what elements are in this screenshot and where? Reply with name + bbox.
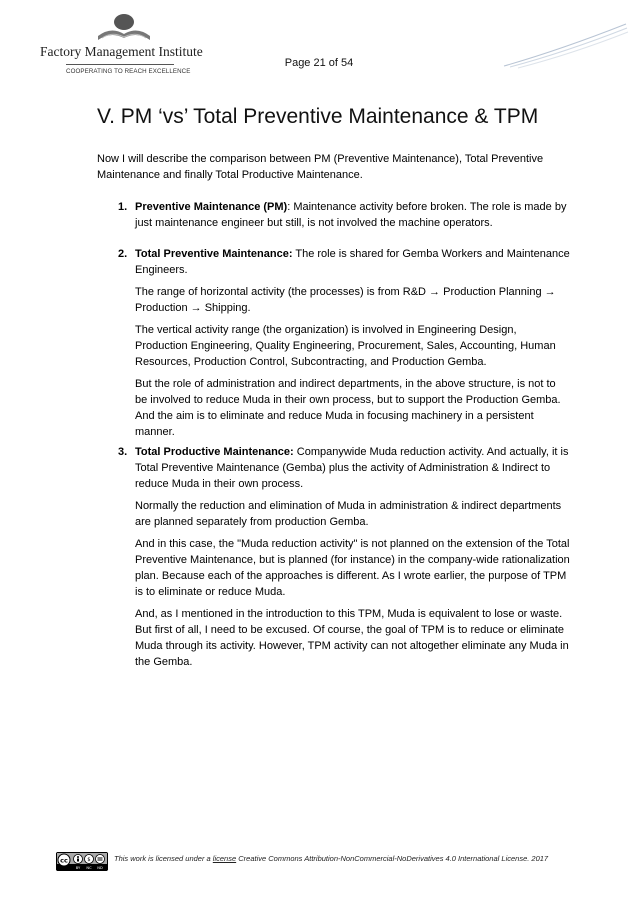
item-paragraph: The range of horizontal activity (the processes) is from R&D → Production Planning → Production → Shipping. (135, 286, 556, 314)
intro-paragraph: Now I will describe the comparison between PM (Preventive Maintenance), Total Preventive Maintenance and finally Total Productive Maintenance. (97, 153, 544, 181)
license-text-prefix: This work is licensed under a (114, 854, 213, 863)
item-number: 2. (118, 248, 128, 260)
creative-commons-badge-icon (56, 852, 108, 871)
item-number: 3. (118, 446, 128, 458)
item-paragraph: The vertical activity range (the organization) is involved in Engineering Design, Production Engineering, Quality Engineering, Procurement, Sales, Accounting, Human Resources, Production Control, Subcontracting, and Production Gemba. (135, 324, 556, 368)
item-title: Preventive Maintenance (PM) (135, 201, 288, 213)
page-number: Page 21 of 54 (284, 57, 354, 69)
item-paragraph: But the role of administration and indirect departments, in the above structure, is not to be involved to reduce Muda in their own process, but to support the Production Gemba. And the aim is to eliminate and reduce Muda in focusing machinery in a persistent manner. (135, 378, 561, 438)
item-paragraph: And in this case, the "Muda reduction activity" is not planned on the extension of the Total Preventive Maintenance, but is planned (for instance) in the company-wide rationalization plan. Because each of the approaches is different. As I wrote earlier, the purpose of TPM is to eliminate or reduce Muda. (135, 538, 570, 598)
decorative-swoosh-icon (500, 20, 630, 70)
list-item-3 (118, 444, 570, 670)
institute-tagline: COOPERATING TO REACH EXCELLENCE (66, 68, 191, 75)
badge-label-by: BY (75, 866, 81, 870)
cc-badge-label: cc (60, 856, 68, 865)
license-text-suffix: Creative Commons Attribution-NonCommercial-NoDerivatives 4.0 International License. 2017 (236, 854, 549, 863)
license-link[interactable]: license (212, 854, 237, 863)
license-footer (56, 852, 596, 874)
institute-name: Factory Management Institute (40, 44, 203, 59)
badge-label-nd: ND (97, 866, 103, 870)
institute-logo (40, 14, 203, 80)
item-title: Total Preventive Maintenance: (135, 248, 293, 260)
item-paragraph: And, as I mentioned in the introduction to this TPM, Muda is equivalent to lose or waste. But first of all, I need to be excused. Of course, the goal of TPM is to reduce or eliminate Muda through its activity. However, TPM activity can not altogether eliminate any Muda in the Gemba. (135, 608, 569, 668)
book-logo-icon (96, 14, 152, 44)
item-paragraph: Normally the reduction and elimination of Muda in administration & indirect departments are planned separately from production Gemba. (135, 500, 562, 528)
badge-label-nc: NC (86, 866, 92, 870)
item-lead-paragraph (135, 444, 570, 492)
item-lead-paragraph (135, 199, 570, 231)
item-lead-text: The role is shared for Gemba Workers and Maintenance Engineers. (135, 248, 570, 276)
item-title: Total Productive Maintenance: (135, 446, 294, 458)
item-number: 1. (118, 201, 128, 213)
item-lead-text: Companywide Muda reduction activity. And actually, it is Total Preventive Maintenance (Gemba) plus the activity of Administration & Indirect to reduce Muda in their own process. (135, 446, 569, 490)
list-item-2 (118, 246, 570, 440)
section-heading: V. PM ‘vs’ Total Preventive Maintenance & TPM (97, 105, 539, 128)
svg-text:$: $ (87, 857, 91, 863)
license-text (114, 854, 548, 863)
list-item-1 (118, 199, 570, 231)
item-lead-text: : Maintenance activity before broken. The role is made by just maintenance engineer but still, is not involved the machine operators. (135, 201, 567, 229)
item-lead-paragraph (135, 246, 570, 278)
